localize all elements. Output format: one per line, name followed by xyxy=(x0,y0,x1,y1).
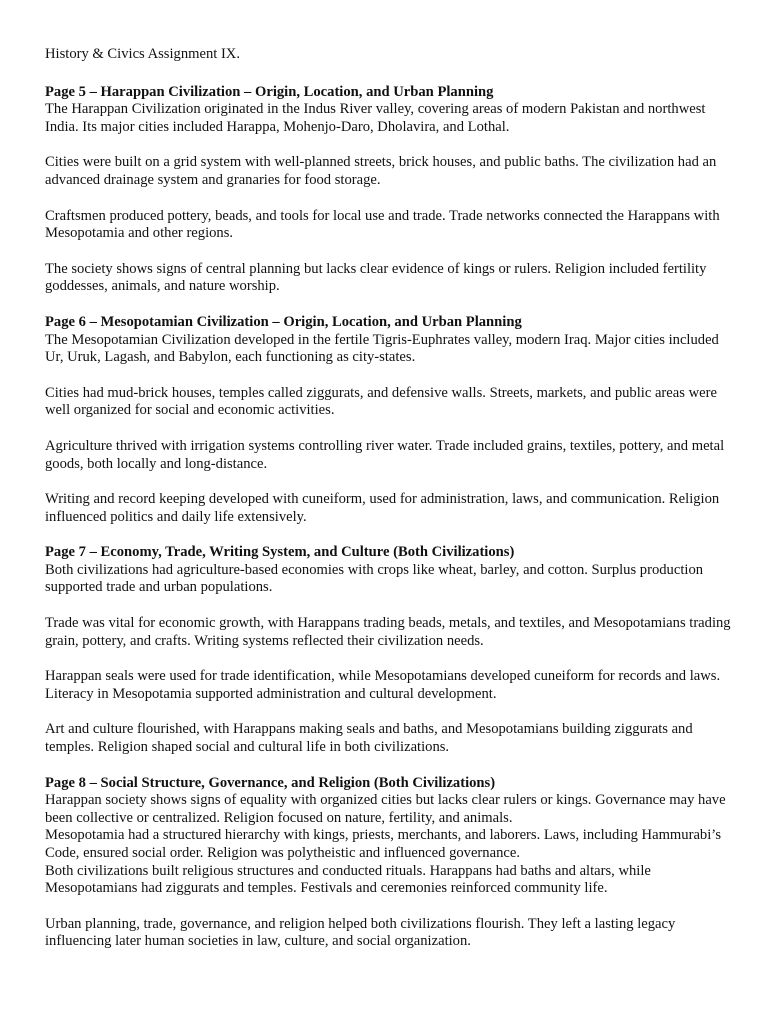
paragraph: The society shows signs of central planning but lacks clear evidence of kings or rulers. Religion included fertility goddesses, animals, and nature worship. xyxy=(45,260,707,295)
section-heading: Page 6 – Mesopotamian Civilization – Origin, Location, and Urban Planning xyxy=(45,313,522,330)
paragraph: The Harappan Civilization originated in the Indus River valley, covering areas of modern Pakistan and northwest India. Its major cities included Harappa, Mohenjo-Daro, Dholavira, and Lothal. xyxy=(45,101,706,135)
paragraph: Urban planning, trade, governance, and religion helped both civilizations flourish. They left a lasting legacy influencing later human societies in law, culture, and social organization. xyxy=(45,915,676,950)
paragraph: Agriculture thrived with irrigation systems controlling river water. Trade included grains, textiles, pottery, and metal goods, both locally and long-distance. xyxy=(45,437,725,472)
section-heading: Page 7 – Economy, Trade, Writing System, and Culture (Both Civilizations) xyxy=(45,544,515,561)
section-page-7 xyxy=(45,544,735,756)
section-page-5 xyxy=(45,84,735,296)
paragraph: Writing and record keeping developed with cuneiform, used for administration, laws, and communication. Religion influenced politics and daily life extensively. xyxy=(45,491,720,525)
section-page-8 xyxy=(45,775,735,951)
paragraph: Harappan society shows signs of equality with organized cities but lacks clear rulers or kings. Governance may have been collective or centralized. Religion focused on nature, fertility, and animals. xyxy=(45,792,726,826)
paragraph: Mesopotamia had a structured hierarchy with kings, priests, merchants, and laborers. Laws, including Hammurabi’s Code, ensured social order. Religion was polytheistic and influenced governance. xyxy=(45,827,722,861)
section-heading: Page 5 – Harappan Civilization – Origin, Location, and Urban Planning xyxy=(45,83,494,100)
paragraph: Cities were built on a grid system with well-planned streets, brick houses, and public baths. The civilization had an advanced drainage system and granaries for food storage. xyxy=(45,154,717,188)
section-page-6 xyxy=(45,314,735,526)
paragraph: Cities had mud-brick houses, temples called ziggurats, and defensive walls. Streets, markets, and public areas were well organized for social and economic activities. xyxy=(45,384,717,419)
paragraph: Both civilizations built religious structures and conducted rituals. Harappans had baths and altars, while Mesopotamians had ziggurats and temples. Festivals and ceremonies reinforced community life. xyxy=(45,862,651,897)
document-page xyxy=(45,46,735,969)
paragraph: Craftsmen produced pottery, beads, and tools for local use and trade. Trade networks connected the Harappans with Mesopotamia and other regions. xyxy=(45,207,720,242)
paragraph: The Mesopotamian Civilization developed in the fertile Tigris-Euphrates valley, modern Iraq. Major cities included Ur, Uruk, Lagash, and Babylon, each functioning as city-states. xyxy=(45,331,719,366)
document-title: History & Civics Assignment IX. xyxy=(45,46,240,62)
paragraph: Both civilizations had agriculture-based economies with crops like wheat, barley, and cotton. Surplus production supported trade and urban populations. xyxy=(45,561,704,596)
paragraph: Art and culture flourished, with Harappans making seals and baths, and Mesopotamians building ziggurats and temples. Religion shaped social and cultural life in both civilizations. xyxy=(45,721,693,756)
paragraph: Trade was vital for economic growth, with Harappans trading beads, metals, and textiles, and Mesopotamians trading grain, pottery, and crafts. Writing systems reflected their civilization needs. xyxy=(45,615,731,649)
section-heading: Page 8 – Social Structure, Governance, and Religion (Both Civilizations) xyxy=(45,774,496,791)
paragraph: Harappan seals were used for trade identification, while Mesopotamians developed cuneiform for records and laws. Literacy in Mesopotamia supported administration and cultural development. xyxy=(45,668,721,702)
